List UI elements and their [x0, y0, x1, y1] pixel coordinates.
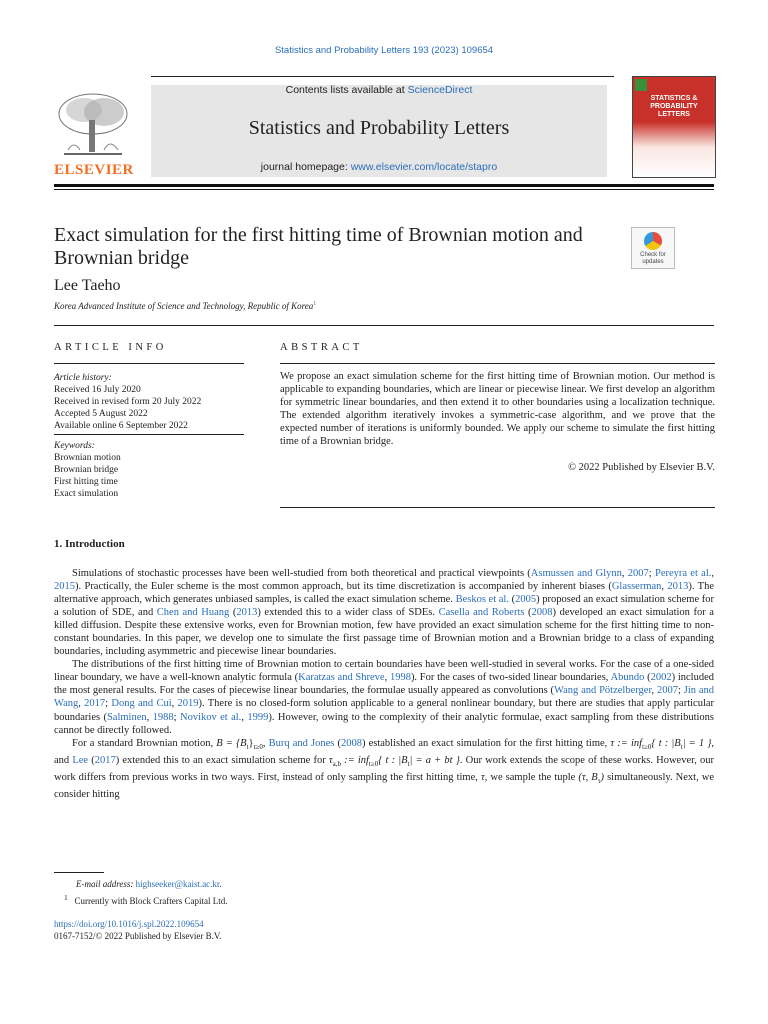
- citation-link[interactable]: 2007: [657, 685, 678, 697]
- history-accepted: Accepted 5 August 2022: [54, 409, 148, 419]
- citation-link[interactable]: 1988: [152, 711, 174, 723]
- citation-link[interactable]: Abundo: [610, 672, 645, 684]
- article-info-heading: ARTICLE INFO: [54, 342, 167, 353]
- citation-link[interactable]: Novikov et al.: [179, 711, 242, 723]
- check-updates-label: Check for updates: [640, 252, 666, 265]
- paper-title: Exact simulation for the first hitting time of Brownian motion and Brownian bridge: [54, 224, 583, 269]
- citation-link[interactable]: Wang and Pötzelberger: [554, 685, 652, 697]
- citation-link[interactable]: 2007: [627, 568, 649, 579]
- intro-paragraph-2: The distributions of the first hitting time of Brownian motion to certain boundaries have been well-studied in several works. For the case of a one-sided linear boundary, we have a well-known analytic formula (Karatzas and Shreve, 1998). For the cases of two-sided linear boundaries, Abundo (2002) included the most general results. For the cases of piecewise linear boundaries, the formulae usually appeared as convolutions (Wang and Pötzelberger, 2007; Jin and Wang, 2017; Dong and Cui, 2019). There is no closed-form solution applicable to a general nonlinear boundary, but there are studies that apply particular boundaries (Salminen, 1988; Novikov et al., 1999). However, owing to the complexity of their analytic formulae, exact sampling from these distributions cannot be directly followed.: [54, 659, 715, 736]
- citation-link[interactable]: 2017: [84, 698, 106, 710]
- author-name[interactable]: Lee Taeho: [54, 277, 121, 294]
- email-footnote: E-mail address: highseeker@kaist.ac.kr.: [76, 879, 222, 889]
- author-email-link[interactable]: highseeker@kaist.ac.kr: [135, 879, 220, 889]
- footnote-1: $^1$ Currently with Block Crafters Capital Ltd.: [64, 893, 228, 906]
- article-history: [54, 372, 254, 432]
- journal-homepage: journal homepage: www.elsevier.com/locate/stapro: [260, 161, 498, 173]
- contents-line: Contents lists available at ScienceDirect: [285, 84, 473, 96]
- abstract-copyright: © 2022 Published by Elsevier B.V.: [568, 462, 715, 473]
- abstract-rule: [280, 363, 715, 364]
- header-rule-thick: [54, 184, 714, 187]
- citation-link[interactable]: 2013: [236, 607, 258, 619]
- citation-link[interactable]: 1998: [389, 672, 411, 684]
- citation-link[interactable]: 2008: [531, 607, 553, 619]
- journal-cover: [632, 76, 716, 178]
- citation-link[interactable]: Glasserman: [611, 581, 662, 593]
- affiliation-footnote-mark[interactable]: 1: [313, 301, 317, 307]
- citation-link[interactable]: Karatzas and Shreve: [298, 672, 385, 684]
- article-info-rule: [54, 363, 244, 364]
- abstract-text: We propose an exact simulation scheme for the first hitting time of Brownian motion. Our method is applicable to expanding boundaries, which are linear or piecewise linear. We first develop an algorithm for symmetric linear boundaries, and then extend it to other boundaries using a localization technique. The extended algorithm iteratively invokes a symmetric-case algorithm, and we prove that the expected number of iterations is uniformly bounded. We apply our scheme to simulate the first hitting time of a Brownian bridge.: [280, 371, 715, 448]
- journal-title: Statistics and Probability Letters: [248, 117, 510, 139]
- issn-line: 0167-7152/© 2022 Published by Elsevier B.V.: [54, 931, 222, 941]
- intro-paragraph-3: For a standard Brownian motion, $B = \{B_t\}_{t\ge 0}$, Burq and Jones (2008) established an exact simulation for the first hitting time, τ := inf$_{t\ge 0}${ t : $|B_t| = 1$ }, and Lee (2017) extended this to an exact simulation scheme for $\tau_{a,b}$ := inf$_{t\ge 0}${ t : $|B_t| = a$ + bt }. Our work extends the scope of these works. However, our work differs from previous works in two ways. First, instead of only sampling the first hitting time, τ, we sample the tuple (τ, $B_\tau$) simultaneously. Next, we consider hitting: [54, 737, 715, 801]
- citation-link[interactable]: 2005: [515, 594, 537, 606]
- affiliation: Korea Advanced Institute of Science and Technology, Republic of Korea$^1$: [54, 301, 317, 311]
- citation-link[interactable]: Dong and Cui: [111, 698, 172, 710]
- citation-link[interactable]: 2019: [177, 698, 199, 710]
- intro-paragraph-1: Simulations of stochastic processes have been well-studied from both theoretical and practical viewpoints (Asmussen and Glynn, 2007; Pereyra et al., 2015). Practically, the Euler scheme is the most common approach, but its time discretization is accompanied by inherent biases (Glasserman, 2013). The alternative approach, which generates unbiased samples, is called the exact simulation scheme. Beskos et al. (2005) proposed an exact simulation scheme for a solution of SDE, and Chen and Huang (2013) extended this to a wider class of SDEs. Casella and Roberts (2008) developed an exact simulation for a killed diffusion. Despite these extensive works, even for Brownian motion, few have provided an exact simulation scheme for the first hitting time to non-constant boundaries. In this paper, we develop one to simulate the first passage time of Brownian motion and a Brownian bridge to a class of expanding boundaries, including asymmetric and piecewise linear boundaries.: [54, 568, 715, 658]
- citation-link[interactable]: Casella and Roberts: [438, 607, 525, 619]
- doi-link[interactable]: https://doi.org/10.1016/j.spl.2022.109654: [54, 919, 204, 929]
- keywords-rule: [54, 434, 244, 435]
- keywords-label: Keywords:: [54, 441, 95, 451]
- history-label: Article history:: [54, 373, 112, 383]
- citation-link[interactable]: 2008: [340, 737, 362, 749]
- history-received: Received 16 July 2020: [54, 385, 141, 395]
- citation-link[interactable]: Asmussen and Glynn: [530, 568, 622, 579]
- citation-link[interactable]: 2015: [54, 581, 75, 593]
- footnotes: [54, 878, 227, 908]
- history-revised: Received in revised form 20 July 2022: [54, 397, 202, 407]
- citation-link[interactable]: Pereyra et al.: [654, 568, 712, 579]
- header-rule-thin: [54, 189, 714, 190]
- citation-link[interactable]: Chen and Huang: [156, 607, 230, 619]
- citation-link[interactable]: 2002: [650, 672, 672, 684]
- cover-title: STATISTICS & PROBABILITY LETTERS: [650, 95, 698, 118]
- keyword: Exact simulation: [54, 489, 119, 499]
- section-heading-introduction: 1. Introduction: [54, 538, 125, 550]
- section-divider: [54, 325, 714, 326]
- journal-homepage-link[interactable]: www.elsevier.com/locate/stapro: [350, 161, 498, 173]
- doi-block: [54, 918, 221, 942]
- footnote-rule: [54, 872, 104, 873]
- publisher-name: ELSEVIER: [54, 162, 134, 178]
- sciencedirect-link[interactable]: ScienceDirect: [407, 84, 473, 96]
- check-for-updates-button[interactable]: [631, 227, 675, 269]
- citation-link[interactable]: Lee: [72, 754, 89, 766]
- abstract-bottom-rule: [280, 507, 715, 508]
- cover-corner-mark: [635, 79, 647, 91]
- citation-link[interactable]: Beskos et al.: [455, 594, 509, 606]
- citation-link[interactable]: Burq and Jones: [268, 737, 335, 749]
- citation-link[interactable]: Jin and Wang: [54, 685, 714, 710]
- citation-link[interactable]: 1999: [247, 711, 269, 723]
- crossmark-icon: [644, 232, 662, 250]
- history-online: Available online 6 September 2022: [54, 421, 188, 431]
- keyword: First hitting time: [54, 477, 118, 487]
- keywords: [54, 440, 254, 500]
- citation-link[interactable]: 2013: [667, 581, 689, 593]
- citation-link[interactable]: Salminen: [106, 711, 147, 723]
- citation-link[interactable]: 2017: [94, 754, 116, 766]
- keyword: Brownian motion: [54, 453, 121, 463]
- abstract-heading: ABSTRACT: [280, 342, 363, 353]
- journal-citation[interactable]: Statistics and Probability Letters 193 (2023) 109654: [274, 45, 494, 56]
- keyword: Brownian bridge: [54, 465, 119, 475]
- header-divider: [151, 76, 614, 77]
- introduction-body: [54, 567, 714, 801]
